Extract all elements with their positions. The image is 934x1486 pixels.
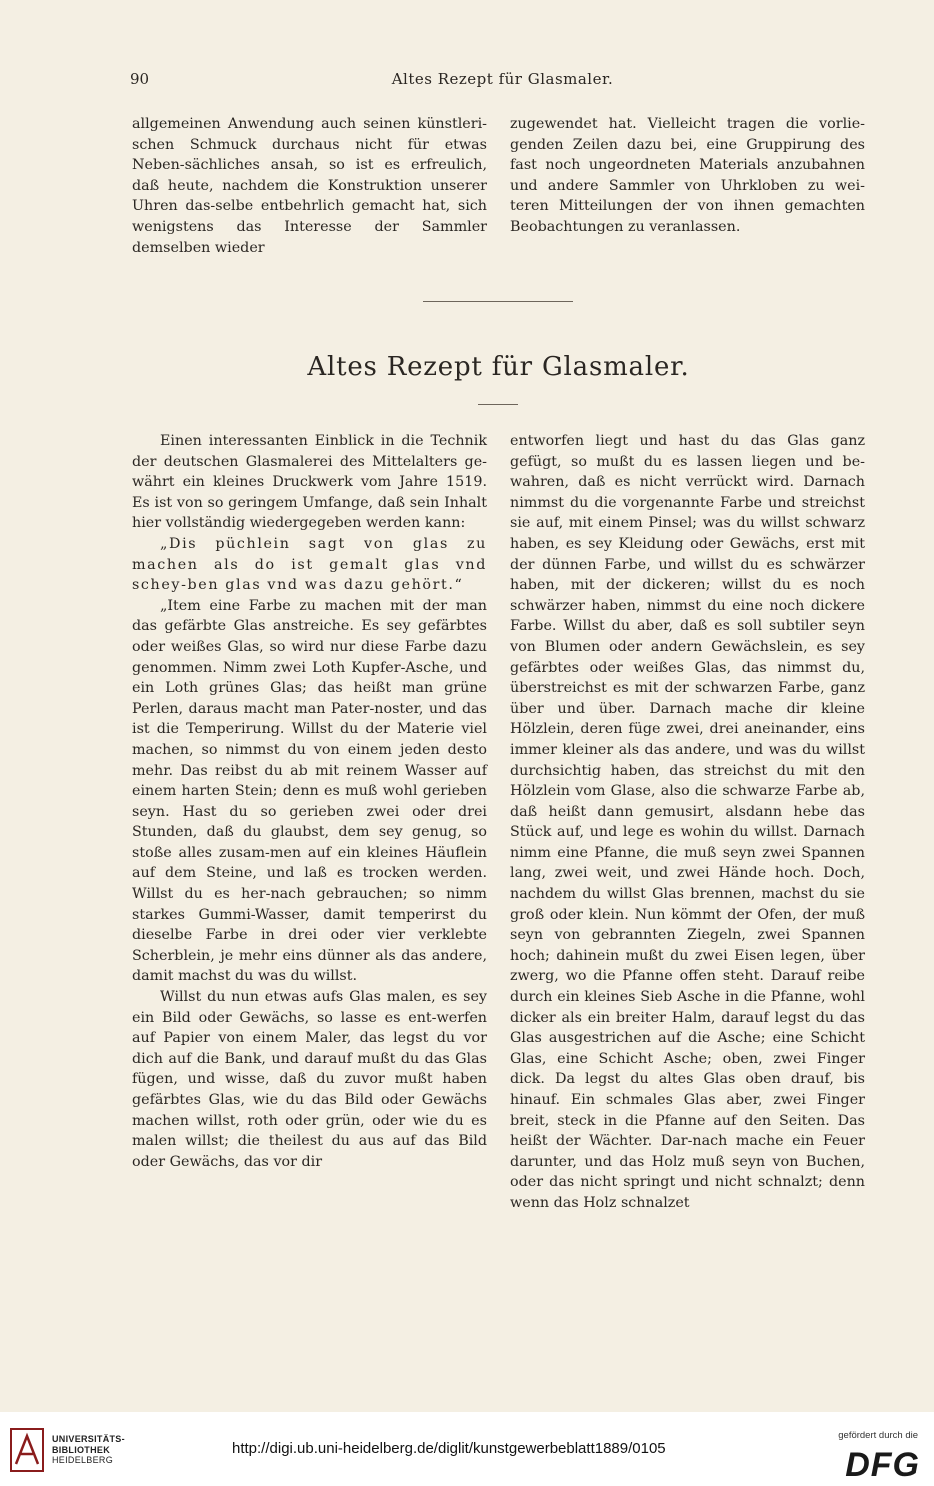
section-divider (423, 301, 573, 302)
paragraph: Einen interessanten Einblick in die Technik der deutschen Glasmalerei des Mittelalters ge-währt ein kleines Druckwerk vom Jahre 1519. Es ist von so geringem Umfange, daß sein Inhalt hier vollständig wiedergegeben werden kann: (132, 433, 487, 532)
paragraph: allgemeinen Anwendung auch seinen künstleri-schen Schmuck durchaus nicht für etwas Neben-sächliches ansah, so ist es erfreulich, daß heute, nachdem die Konstruktion unserer Uhren das-selbe entbehrlich gemacht hat, sich wenigstens das Interesse der Sammler demselben wieder (132, 116, 487, 256)
running-title: Altes Rezept für Glasmaler. (391, 70, 614, 88)
page-number: 90 (130, 70, 150, 88)
heading-rule (478, 404, 518, 405)
source-url[interactable]: http://digi.ub.uni-heidelberg.de/diglit/kunstgewerbeblatt1889/0105 (232, 1440, 666, 1457)
funded-by-label: gefördert durch die (838, 1430, 918, 1441)
institution-name: UNIVERSITÄTS- BIBLIOTHEK HEIDELBERG (52, 1434, 125, 1465)
paragraph: entworfen liegt und hast du das Glas ganz gefügt, so mußt du es lassen liegen und be-wahren, daß es nicht verrückt wird. Darnach nimmst du die vorgenannte Farbe und streichst sie auf, mit einem Pinsel; was du willst schwarz haben, es sey Kleidung oder Gewächs, erst mit der dünnen Farbe, und willst du es schwärzer haben, mit der dickeren; willst du es noch schwärzer haben, nimmst du eine noch dickere Farbe. Willst du aber, daß es soll subtiler seyn von Blumen oder andern Gewächslein, es sey gefärbtes oder weißes Glas, das nimmst du, überstreichst es mit der schwarzen Farbe, ganz über und über. Darnach mache dir kleine Hölzlein, deren füge zwei, drei aneinander, eins immer kleiner als das andere, und was du willst durchsichtig haben, das streichst du mit den Hölzlein vom Glase, also die schwarze Farbe ab, daß heißt dann gemusirt, alsdann hebe das Stück auf, und lege es wohin du willst. Darnach nimm eine Pfanne, die muß seyn zwei Spannen lang, zwei weit, und zwei Hände hoch. Doch, nachdem du willst Glas brennen, machst du sie groß oder klein. Nun kömmt der Ofen, der muß seyn von gebrannten Ziegeln, zwei Spannen hoch; dahinein mußt du zwei Eisen legen, über zwerg, wo die Pfanne offen steht. Darauf reibe durch ein kleines Sieb Asche in die Pfanne, wohl dicker als ein breiter Halm, darauf legst du das Glas ausgestrichen auf die Asche; eine Schicht Glas, eine Schicht Asche; oben, zwei Finger dick. Da legst du altes Glas oben drauf, bis hinauf. Ein schmales Glas aber, zwei Finger breit, steck in die Pfanne auf den Seiten. Das heißt der Wächter. Dar-nach mache ein Feuer darunter, und das Holz muß seyn von Buchen, oder das nicht springt und nicht schnalzt; denn wenn das Holz schnalzet (510, 433, 865, 1211)
top-left-column (132, 114, 487, 258)
footer-bar (0, 1412, 934, 1486)
article-heading: Altes Rezept für Glasmaler. (307, 352, 690, 382)
running-head (130, 70, 875, 92)
top-right-column (510, 114, 865, 238)
university-seal-icon (10, 1428, 44, 1472)
quoted-title: „Dis püchlein sagt von glas zu machen als do ist gemalt glas vnd schey-ben glas vnd was dazu gehört.“ (132, 535, 487, 594)
paragraph: zugewendet hat. Vielleicht tragen die vorlie-genden Zeilen dazu bei, eine Gruppirung des fast noch ungeordneten Materials anzubahnen und andere Sammler von Uhrkloben zu wei-teren Mitteilungen der von ihnen gemachten Beobachtungen zu veranlassen. (510, 116, 865, 235)
article-right-column (510, 431, 865, 1214)
paragraph: „Item eine Farbe zu machen mit der man das gefärbte Glas anstreiche. Es sey gefärbtes oder weißes Glas, so wird nur diese Farbe dazu genommen. Nimm zwei Loth Kupfer-Asche, und ein Loth grünes Glas; das heißt man grüne Perlen, daraus macht man Pater-noster, und das ist die Temperirung. Willst du der Materie viel machen, so nimmst du von einem jeden desto mehr. Das reibst du ab mit reinem Wasser auf einem harten Stein; denn es muß wohl gerieben seyn. Hast du so gerieben zwei oder drei Stunden, daß du glaubst, dem sey genug, so stoße alles zusam-men auf ein kleines Häuflein auf dem Steine, und laß es trocken werden. Willst du es her-nach gebrauchen; so nimm starkes Gummi-Wasser, damit temperirst du dieselbe Farbe in drei oder vier verklebte Scherblein, je mehr eins dünner als das andere, damit machst du was du willst. (132, 597, 487, 985)
article-left-column (132, 431, 487, 1172)
dfg-logo-icon: DFG (845, 1446, 920, 1484)
paragraph: Willst du nun etwas aufs Glas malen, es sey ein Bild oder Gewächs, so lasse es ent-werfen auf Papier von einem Maler, das legst du vor dich auf die Bank, und darauf mußt du das Glas fügen, und wisse, daß du zuvor mußt haben gefärbtes Glas, wie du das Bild oder Gewächs machen willst, roth oder grün, oder wie du es malen willst; die theilest du aus auf das Bild oder Gewächs, das vor dir (132, 989, 487, 1170)
